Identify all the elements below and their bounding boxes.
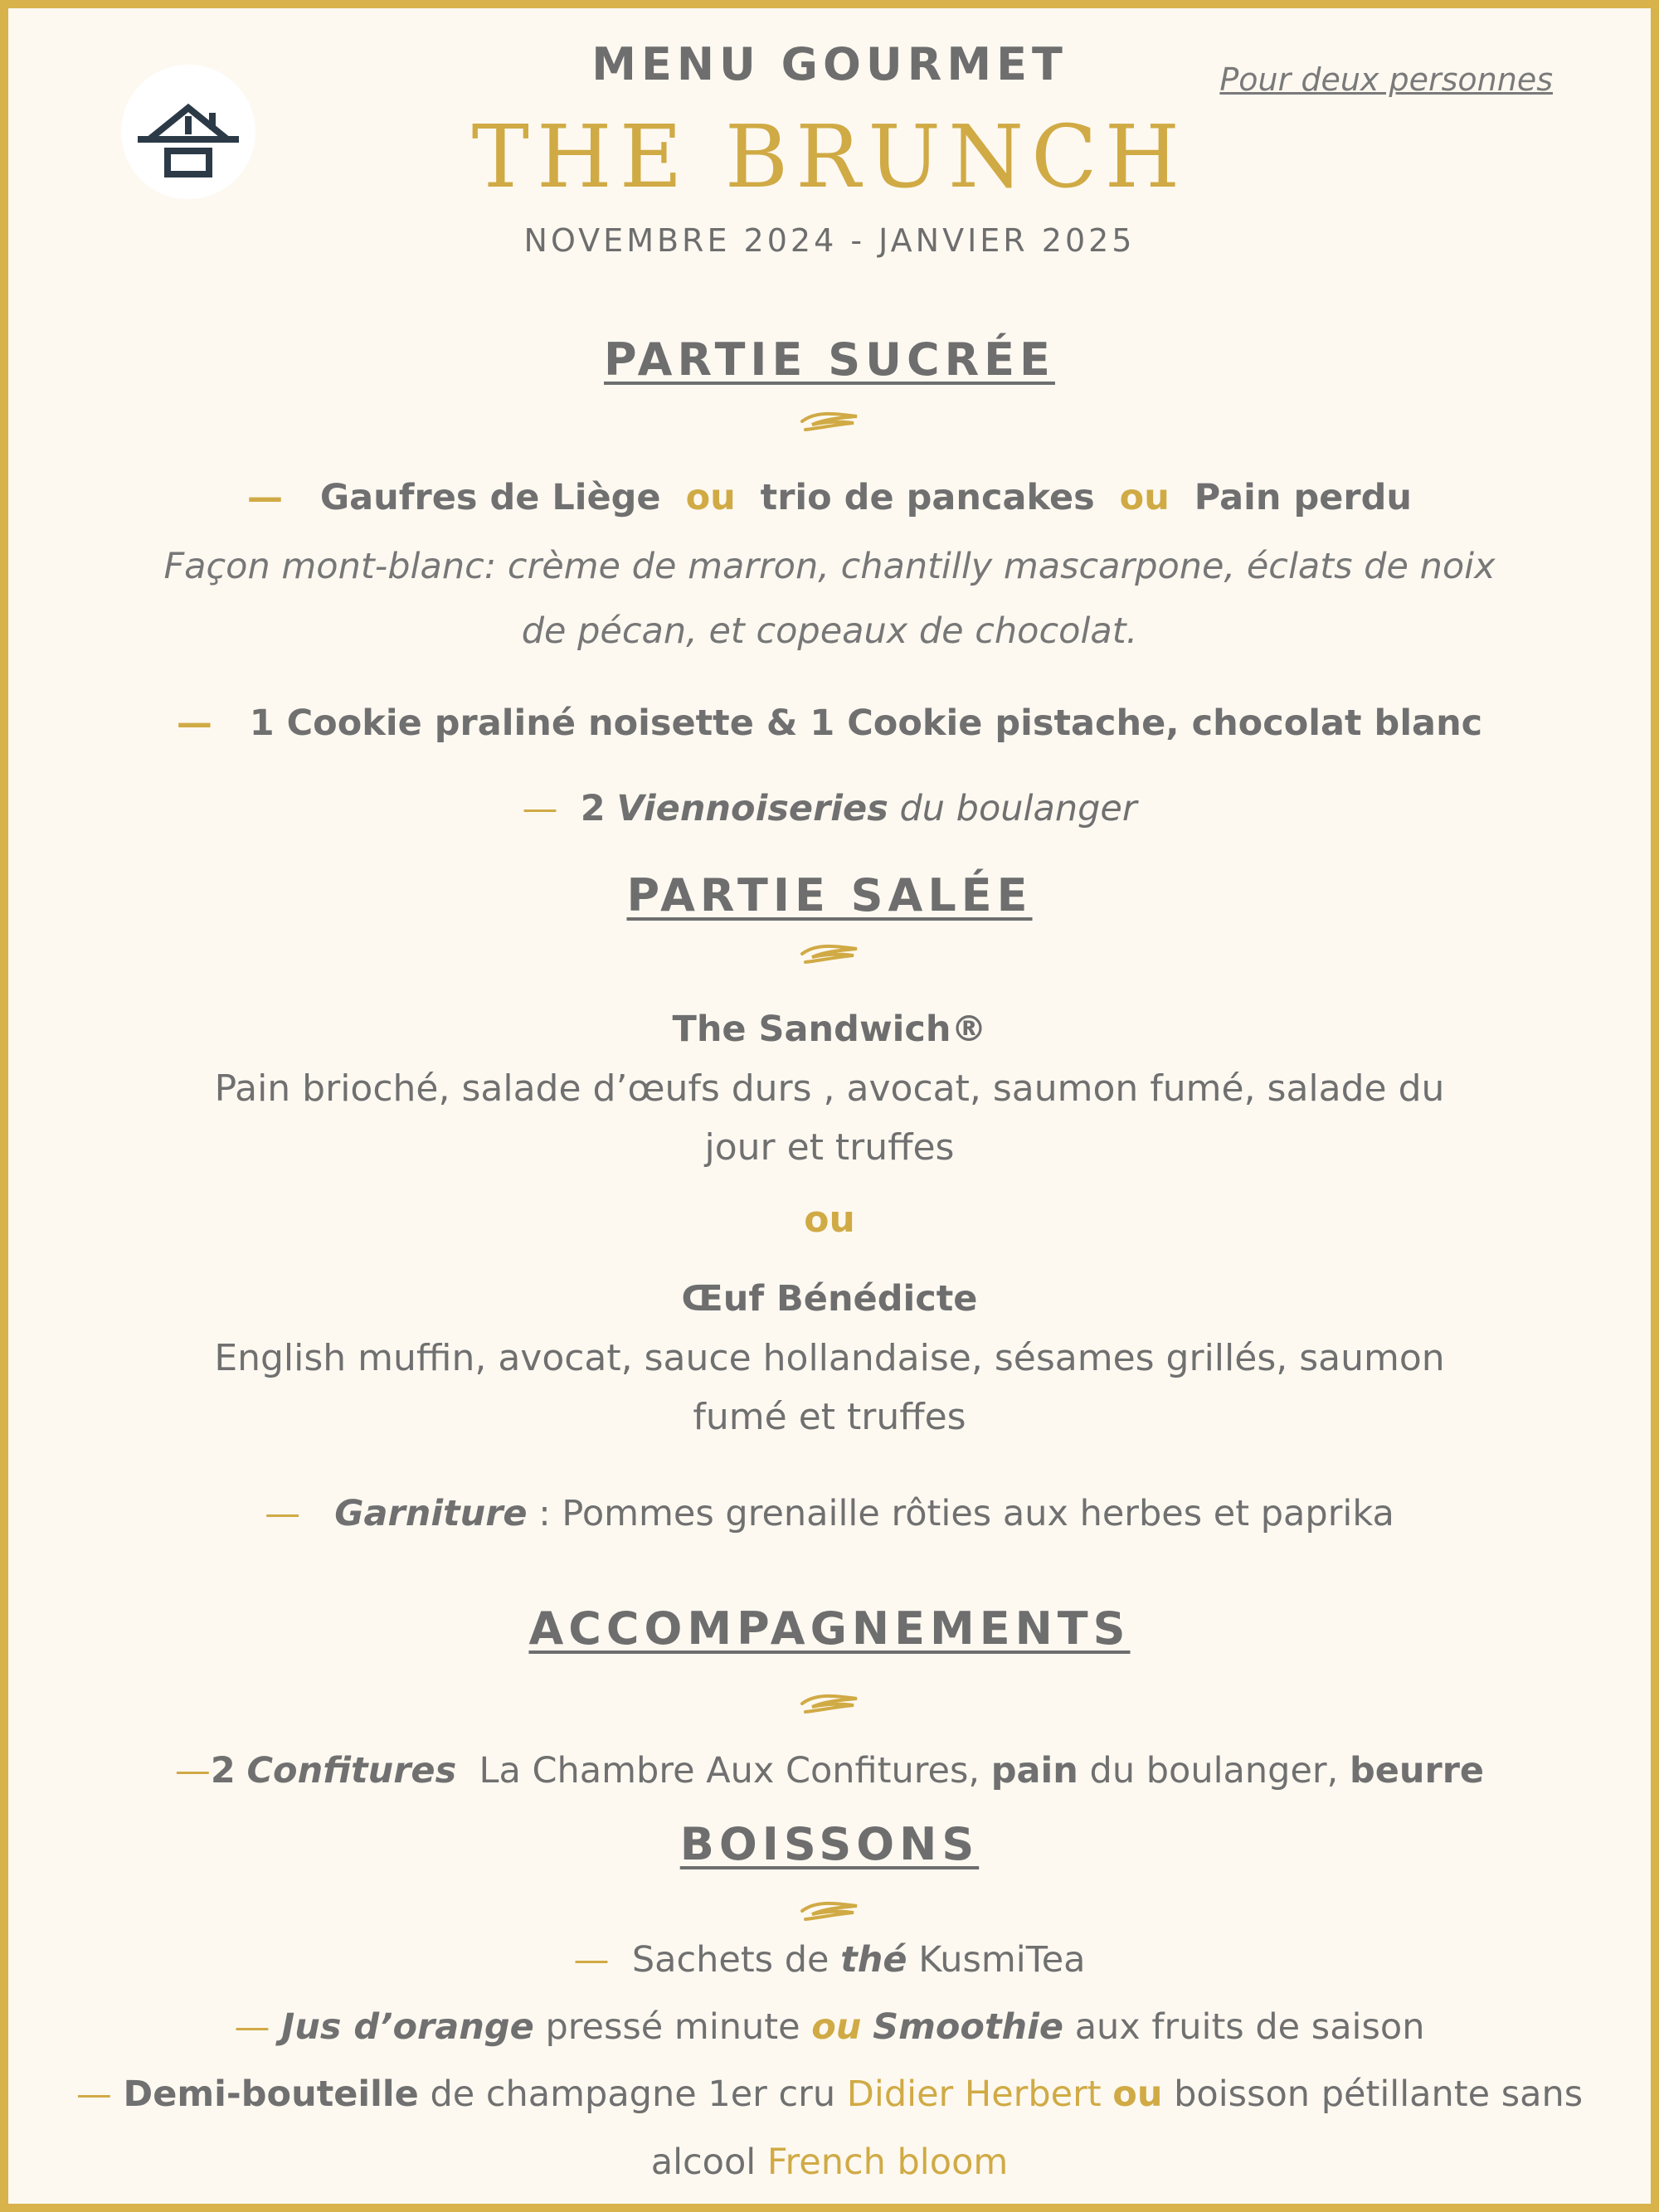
the-brand: KusmiTea [918, 1939, 1086, 1981]
section-title-boissons: BOISSONS [679, 1818, 980, 1870]
dash: — [573, 1939, 610, 1981]
sucree-item-1-desc-line-1: Façon mont-blanc: crème de marron, chantilly mascarpone, éclats de noix [163, 546, 1496, 587]
champagne-text: de champagne 1er cru [430, 2073, 836, 2115]
confitures-brand: La Chambre Aux Confitures, [479, 1750, 980, 1791]
page-title: THE BRUNCH [471, 106, 1188, 207]
cookies-text: 1 Cookie praliné noisette & 1 Cookie pistache, chocolat blanc [249, 702, 1483, 744]
oeuf-name: Œuf Bénédicte [681, 1278, 978, 1320]
oeuf-desc-line-1: English muffin, avocat, sauce hollandaise, sésames grillés, saumon [214, 1337, 1445, 1379]
dash: — [75, 2073, 112, 2115]
sucree-item-2 [8, 702, 1651, 744]
oeuf-desc-line-2: fumé et truffes [693, 1396, 966, 1438]
garniture-text: : Pommes grenaille rôties aux herbes et paprika [538, 1493, 1394, 1534]
jus-text: pressé minute [545, 2006, 800, 2048]
option-gaufres: Gaufres de Liège [319, 477, 661, 518]
sandwich-desc-line-1: Pain brioché, salade d’œufs durs , avocat, saumon fumé, salade du [214, 1067, 1445, 1110]
dash: — [265, 1493, 301, 1534]
dash: — [522, 788, 558, 829]
the-label: thé [840, 1939, 907, 1981]
pain-rest: du boulanger, [1089, 1750, 1339, 1791]
sucree-item-1-desc-line-2: de pécan, et copeaux de chocolat. [521, 610, 1138, 652]
dash: — [234, 2006, 270, 2048]
dash: — [176, 702, 212, 744]
sucree-item-3 [8, 788, 1651, 829]
flourish-icon [8, 1692, 1651, 1714]
beurre-label: beurre [1349, 1750, 1485, 1791]
champagne-line-2 [8, 2142, 1651, 2183]
confitures-line [8, 1750, 1651, 1791]
viennoiseries-rest: du boulanger [899, 788, 1137, 829]
dash: — [246, 477, 283, 518]
ou-connector: ou [1119, 477, 1170, 518]
jus-label: Jus d’orange [281, 2006, 534, 2048]
the-pre: Sachets de [631, 1939, 830, 1981]
smoothie-label: Smoothie [873, 2006, 1064, 2048]
petillante-text: boisson pétillante sans [1174, 2073, 1584, 2115]
flourish-icon [8, 942, 1651, 964]
sandwich-name: The Sandwich® [672, 1009, 987, 1050]
brand-french-bloom: French bloom [766, 2142, 1009, 2183]
pain-label: pain [990, 1750, 1078, 1791]
confitures-label: Confitures [246, 1750, 457, 1791]
menu-dates: NOVEMBRE 2024 - JANVIER 2025 [523, 222, 1136, 259]
confitures-count: 2 [210, 1750, 236, 1791]
section-title-accompagnements: ACCOMPAGNEMENTS [528, 1602, 1131, 1655]
alcool-text: alcool [650, 2142, 757, 2183]
flourish-icon [8, 1899, 1651, 1921]
garniture-label: Garniture [334, 1493, 528, 1534]
ou-connector: ou [685, 477, 736, 518]
ou-connector: ou [804, 1198, 855, 1241]
sandwich-desc-line-2: jour et truffes [704, 1126, 955, 1169]
champagne-line-1 [8, 2073, 1651, 2115]
dash: — [174, 1750, 211, 1791]
smoothie-text: aux fruits de saison [1074, 2006, 1425, 2048]
brand-didier-herbert: Didier Herbert [846, 2073, 1102, 2115]
viennoiseries-count: 2 [580, 788, 606, 829]
option-pancakes: trio de pancakes [760, 477, 1095, 518]
option-pain-perdu: Pain perdu [1194, 477, 1413, 518]
flourish-icon [8, 410, 1651, 431]
section-title-sucree: PARTIE SUCRÉE [604, 333, 1055, 386]
sucree-item-1 [8, 477, 1651, 518]
ou-connector: ou [1112, 2073, 1163, 2115]
ou-connector: ou [811, 2006, 862, 2048]
menu-kicker: MENU GOURMET [591, 38, 1068, 90]
jus-line [8, 2006, 1651, 2048]
serving-note: Pour deux personnes [1219, 61, 1553, 98]
garniture-line [8, 1493, 1651, 1534]
the-line [8, 1939, 1651, 1981]
demi-bouteille-label: Demi-bouteille [123, 2073, 419, 2115]
section-title-salee: PARTIE SALÉE [626, 869, 1033, 921]
viennoiseries-label: Viennoiseries [616, 788, 888, 829]
